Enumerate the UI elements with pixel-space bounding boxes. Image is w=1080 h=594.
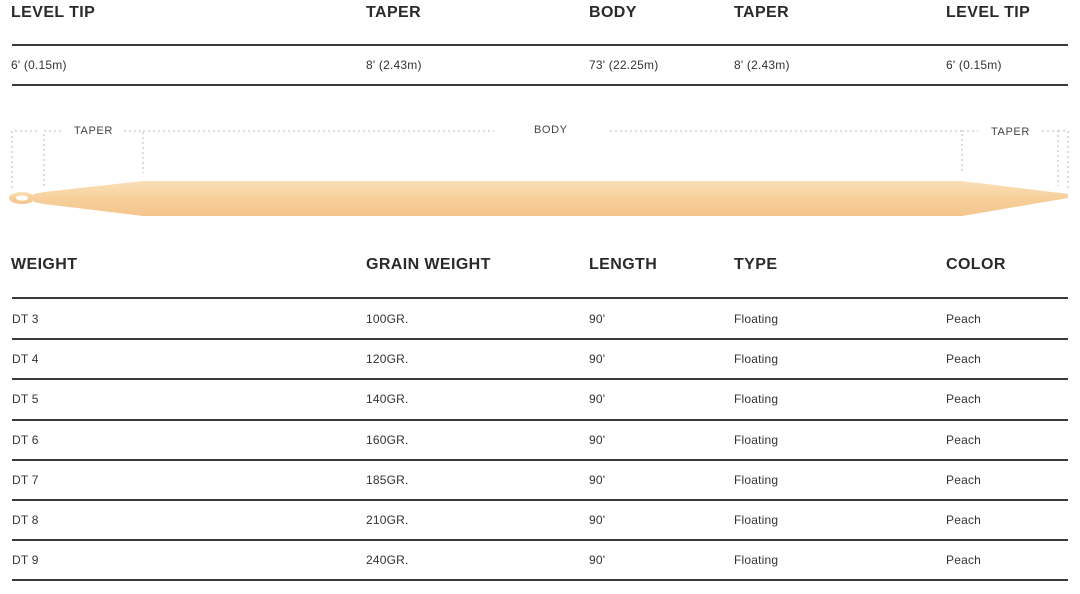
left-taper-end-guide (124, 131, 143, 173)
spec-header-length: LENGTH (589, 256, 658, 273)
cell-color: Peach (946, 312, 982, 326)
cell-type: Floating (734, 432, 779, 447)
right-tip-guide (1058, 131, 1068, 188)
cell-type: Floating (734, 312, 779, 326)
taper-header-taper-2: TAPER (734, 4, 790, 21)
cell-weight: DT 4 (12, 352, 39, 367)
body-right-guide (610, 131, 962, 173)
cell-grain-weight: 185GR. (366, 472, 409, 487)
cell-grain-weight: 100GR. (366, 312, 409, 326)
line-loop-hole (16, 195, 28, 200)
cell-grain-weight: 210GR. (366, 513, 409, 527)
cell-type: Floating (734, 513, 779, 527)
spec-header-weight: WEIGHT (11, 256, 78, 273)
spec-header-grain-weight: GRAIN WEIGHT (366, 256, 491, 273)
taper-value-level-tip-2: 6' (0.15m) (946, 58, 1002, 72)
taper-value-body: 73' (22.25m) (589, 58, 659, 72)
row-divider (12, 338, 1068, 340)
cell-grain-weight: 140GR. (366, 392, 409, 407)
cell-color: Peach (946, 472, 982, 487)
cell-length: 90' (589, 432, 606, 447)
fly-line-shape (34, 181, 1068, 216)
cell-weight: DT 5 (12, 392, 39, 407)
cell-color: Peach (946, 553, 982, 568)
taper-value-taper-2: 8' (2.43m) (734, 58, 790, 72)
taper-header-level-tip-2: LEVEL TIP (946, 4, 1031, 21)
cell-type: Floating (734, 553, 779, 568)
cell-length: 90' (589, 392, 606, 407)
taper-header-divider (12, 44, 1068, 46)
cell-weight: DT 7 (12, 472, 39, 487)
cell-weight: DT 6 (12, 432, 39, 447)
row-divider (12, 419, 1068, 421)
cell-grain-weight: 160GR. (366, 432, 409, 447)
cell-color: Peach (946, 392, 982, 407)
cell-color: Peach (946, 513, 982, 527)
row-divider (12, 378, 1068, 380)
cell-type: Floating (734, 472, 779, 487)
spec-header-divider (12, 297, 1068, 299)
cell-color: Peach (946, 352, 982, 367)
taper-header-taper: TAPER (366, 4, 422, 21)
spec-header-color: COLOR (946, 256, 1006, 273)
row-divider (12, 579, 1068, 581)
cell-weight: DT 3 (12, 312, 39, 326)
cell-length: 90' (589, 472, 606, 487)
cell-type: Floating (734, 352, 779, 367)
row-divider (12, 459, 1068, 461)
diagram-label-body: BODY (534, 124, 568, 136)
taper-bottom-divider (12, 84, 1068, 86)
taper-header-body: BODY (589, 4, 637, 21)
row-divider (12, 539, 1068, 541)
cell-type: Floating (734, 392, 779, 407)
left-tip-guide (12, 131, 40, 188)
cell-grain-weight: 240GR. (366, 553, 409, 568)
cell-weight: DT 9 (12, 553, 39, 568)
cell-length: 90' (589, 553, 606, 568)
diagram-label-taper-right: TAPER (991, 126, 1030, 138)
taper-value-taper: 8' (2.43m) (366, 58, 422, 72)
taper-header-level-tip: LEVEL TIP (11, 4, 96, 21)
diagram-label-taper-left: TAPER (74, 125, 113, 137)
cell-length: 90' (589, 513, 606, 527)
cell-weight: DT 8 (12, 513, 39, 527)
row-divider (12, 499, 1068, 501)
spec-header-type: TYPE (734, 256, 778, 273)
cell-grain-weight: 120GR. (366, 352, 409, 367)
right-taper-end-guide (1042, 131, 1058, 186)
taper-value-level-tip: 6' (0.15m) (11, 58, 67, 72)
left-taper-guide (44, 131, 62, 186)
cell-color: Peach (946, 432, 982, 447)
cell-length: 90' (589, 312, 606, 326)
cell-length: 90' (589, 352, 606, 367)
